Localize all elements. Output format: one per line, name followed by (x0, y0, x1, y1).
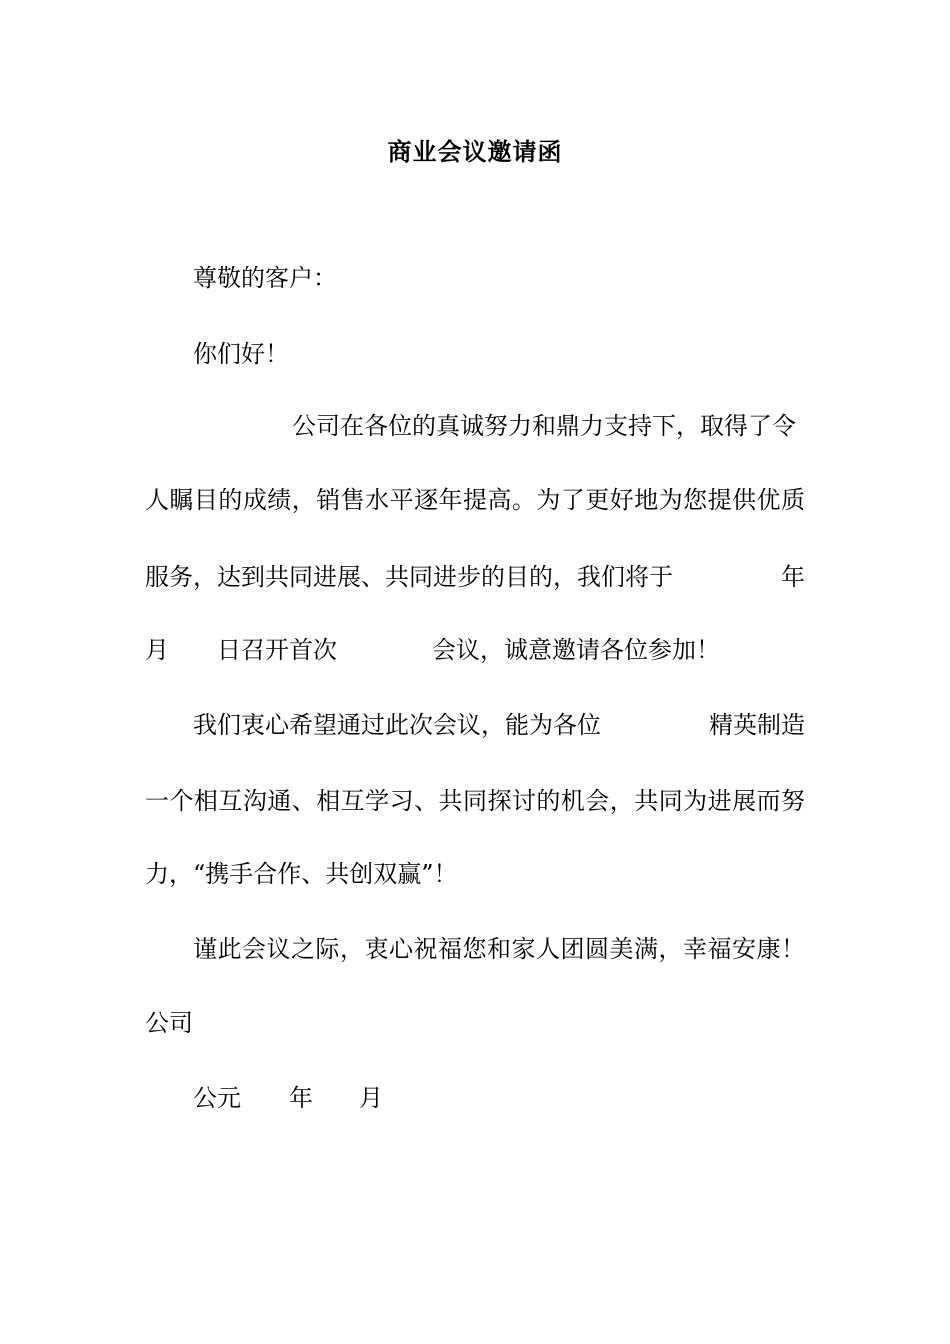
para1-line2: 人瞩目的成绩，销售水平逐年提高。为了更好地为您提供优质 (145, 486, 805, 514)
signature-year: 年 (289, 1084, 313, 1112)
greeting: 尊敬的客户： (193, 264, 337, 292)
hello-line: 你们好！ (193, 340, 289, 368)
signature-company: 公司 (145, 1009, 193, 1037)
para1-line3-text: 服务，达到共同进展、共同进步的目的，我们将于 (145, 563, 673, 591)
para1-line4-month: 月 (145, 636, 169, 664)
signature-month: 月 (359, 1084, 383, 1112)
para1-line1: 公司在各位的真诚努力和鼎力支持下，取得了令 (292, 412, 796, 440)
para2-line1-elite: 精英制造 (709, 711, 805, 739)
para1-line4-day: 日召开首次 (217, 636, 337, 664)
para1-line4-invite: 会议，诚意邀请各位参加！ (432, 636, 720, 664)
para2-line3: 力，“携手合作、共创双赢”！ (145, 860, 458, 888)
para3-line1: 谨此会议之际，衷心祝福您和家人团圆美满，幸福安康！ (193, 935, 805, 963)
para2-line2: 一个相互沟通、相互学习、共同探讨的机会，共同为进展而努 (145, 787, 805, 815)
para2-line1 (193, 709, 805, 741)
signature-date (193, 1082, 805, 1114)
para1-line4 (145, 634, 805, 666)
signature-era: 公元 (193, 1084, 241, 1112)
para2-line1-text: 我们衷心希望通过此次会议，能为各位 (193, 711, 601, 739)
para1-line3 (145, 561, 805, 593)
document-title: 商业会议邀请函 (387, 137, 563, 166)
para1-line3-year: 年 (781, 563, 805, 591)
